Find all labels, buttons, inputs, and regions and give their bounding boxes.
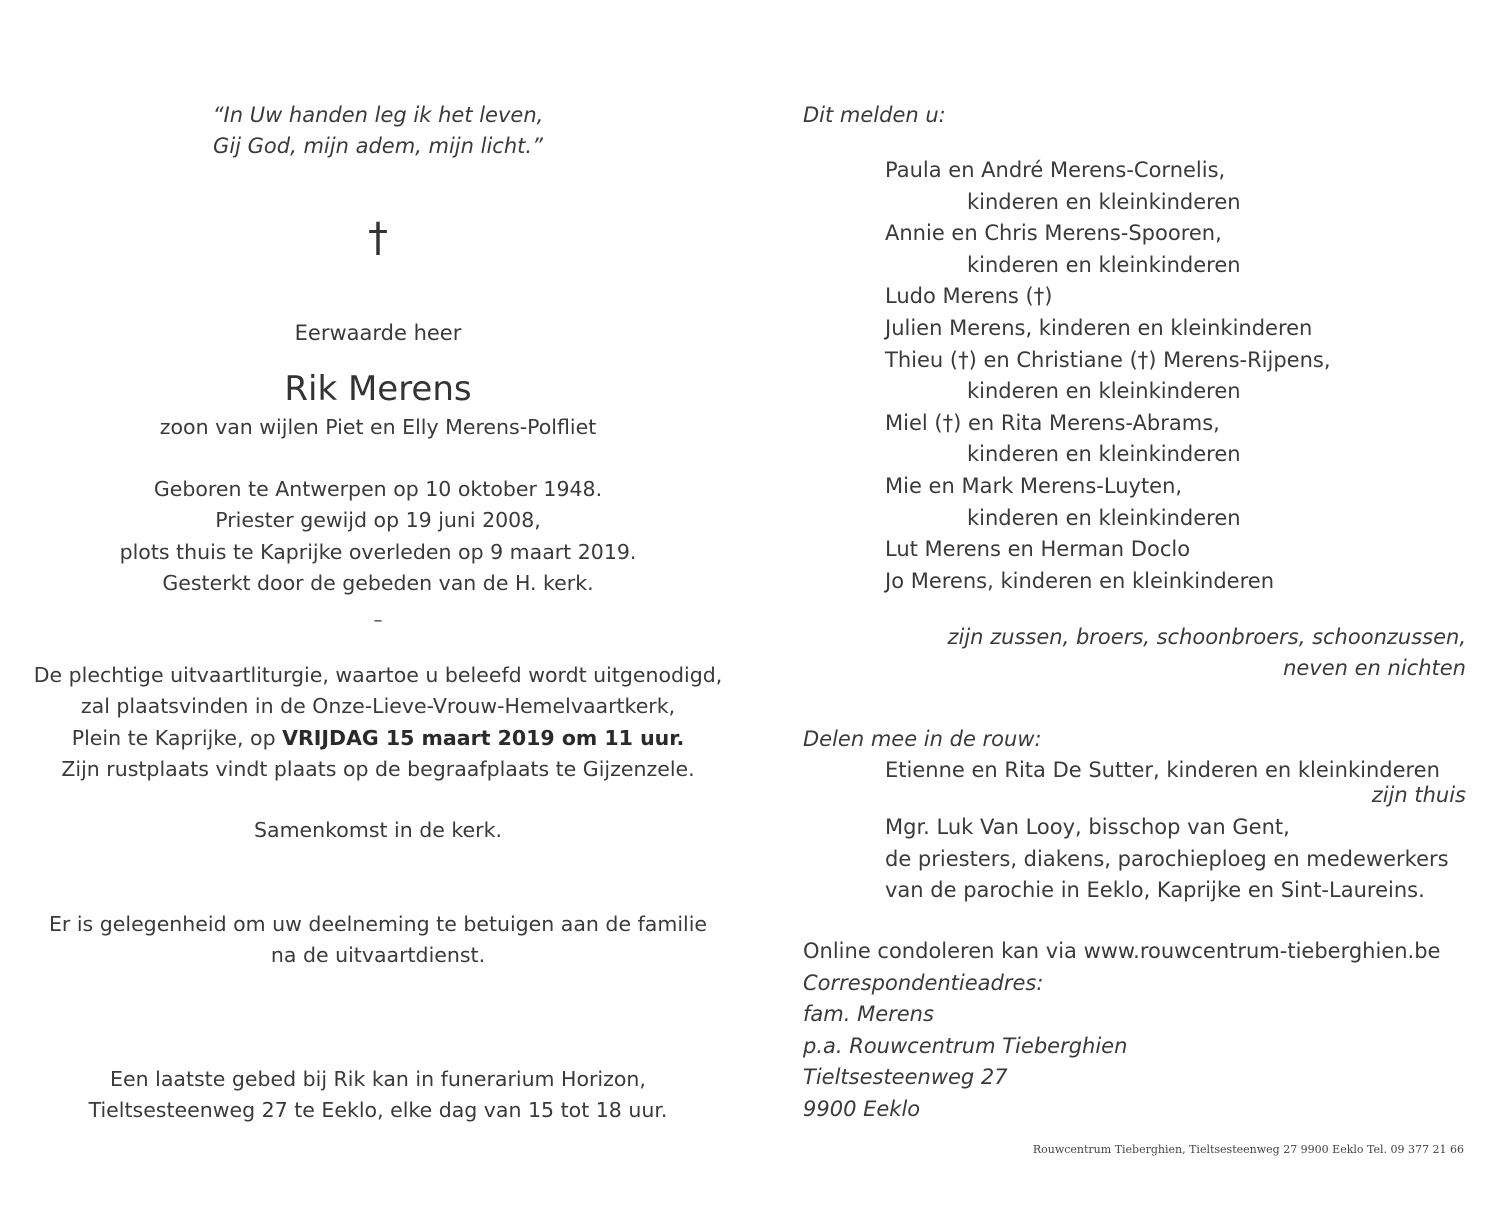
opening-quote: [0, 100, 756, 162]
family-entry: Paula en André Merens-Cornelis,: [885, 158, 1226, 182]
family-entry: Miel (†) en Rita Merens-Abrams,: [885, 410, 1220, 435]
death-line: plots thuis te Kaprijke overleden op 9 maart 2019.: [119, 539, 637, 564]
birth-line: Geboren te Antwerpen op 10 oktober 1948.: [153, 477, 603, 501]
condolence-info: [0, 909, 756, 972]
printer-footer: Rouwcentrum Tieberghien, Tieltsesteenweg 27 9900 Eeklo Tel. 09 377 21 66: [1032, 1143, 1464, 1156]
announce-heading: Dit melden u:: [803, 103, 946, 127]
correspondence-line: p.a. Rouwcentrum Tieberghien: [803, 1033, 1128, 1058]
share-family: Etienne en Rita De Sutter, kinderen en kleinkinderen: [885, 758, 1440, 782]
family-entry: Annie en Chris Merens-Spooren,: [885, 221, 1222, 246]
strengthened-line: Gesterkt door de gebeden van de H. kerk.: [162, 570, 594, 595]
family-entry: Jo Merens, kinderen en kleinkinderen: [885, 568, 1275, 593]
clergy-line: de priesters, diakens, parochieploeg en medewerkers: [885, 846, 1449, 871]
ordination-line: Priester gewijd op 19 juni 2008,: [215, 508, 541, 533]
correspondence-line: fam. Merens: [803, 1002, 934, 1027]
relations-line-2: neven en nichten: [1283, 656, 1466, 680]
contact-block: [803, 936, 1440, 1126]
clergy-line: van de parochie in Eeklo, Kaprijke en Sint-Laureins.: [885, 878, 1425, 902]
funeral-line-2: zal plaatsvinden in de Onze-Lieve-Vrouw-Hemelvaartkerk,: [80, 694, 676, 719]
correspondence-line: 9900 Eeklo: [803, 1096, 921, 1121]
share-home: zijn thuis: [1371, 783, 1466, 807]
family-entry: Julien Merens, kinderen en kleinkinderen: [885, 315, 1313, 340]
family-entry-sub: kinderen en kleinkinderen: [967, 252, 1241, 277]
family-entry: Lut Merens en Herman Doclo: [885, 537, 1191, 562]
funeral-line-3: [0, 723, 756, 754]
clergy-list: [885, 812, 1449, 907]
condolence-line-1: Er is gelegenheid om uw deelneming te betuigen aan de familie: [48, 912, 708, 936]
deceased-name: Rik Merens: [284, 369, 472, 409]
online-condolence: Online condoleren kan via www.rouwcentrum-tieberghien.be: [803, 939, 1441, 963]
family-entry: Thieu (†) en Christiane (†) Merens-Rijpens,: [885, 347, 1331, 372]
quote-line-2: Gij God, mijn adem, mijn licht.”: [213, 134, 543, 158]
family-entry-sub: kinderen en kleinkinderen: [967, 379, 1241, 404]
gathering: Samenkomst in de kerk.: [254, 818, 502, 842]
honorific: Eerwaarde heer: [294, 321, 462, 345]
family-entry-sub: kinderen en kleinkinderen: [967, 442, 1241, 467]
funeral-date: VRIJDAG 15 maart 2019 om 11 uur.: [282, 725, 685, 750]
separator: –: [373, 610, 383, 631]
condolence-line-2: na de uitvaartdienst.: [270, 943, 486, 968]
share-heading: Delen mee in de rouw:: [803, 727, 1042, 751]
funeral-details: [0, 660, 756, 785]
clergy-line: Mgr. Luk Van Looy, bisschop van Gent,: [885, 815, 1290, 839]
correspondence-line: Tieltsesteenweg 27: [803, 1065, 1008, 1090]
family-entry: Ludo Merens (†): [885, 284, 1053, 309]
funeral-line-1: De plechtige uitvaartliturgie, waartoe u beleefd wordt uitgenodigd,: [33, 663, 723, 687]
family-entry-sub: kinderen en kleinkinderen: [967, 505, 1241, 530]
prayer-line-1: Een laatste gebed bij Rik kan in funerarium Horizon,: [110, 1067, 646, 1091]
life-details: [0, 474, 756, 599]
relations-line-1: zijn zussen, broers, schoonbroers, schoonzussen,: [947, 625, 1466, 649]
funeral-line-4: Zijn rustplaats vindt plaats op de begraafplaats te Gijzenzele.: [61, 756, 695, 781]
cross-icon: †: [368, 215, 388, 261]
parentage: zoon van wijlen Piet en Elly Merens-Polfliet: [159, 415, 597, 439]
quote-line-1: “In Uw handen leg ik het leven,: [212, 103, 544, 127]
prayer-line-2: Tieltsesteenweg 27 te Eeklo, elke dag van 15 tot 18 uur.: [88, 1098, 668, 1123]
family-entry-sub: kinderen en kleinkinderen: [967, 189, 1241, 214]
correspondence-heading: Correspondentieadres:: [803, 970, 1044, 995]
prayer-info: [0, 1064, 756, 1127]
relations: [947, 622, 1466, 684]
funeral-place: Plein te Kaprijke, op: [71, 725, 283, 750]
family-list: [885, 155, 1331, 597]
family-entry: Mie en Mark Merens-Luyten,: [885, 473, 1183, 498]
